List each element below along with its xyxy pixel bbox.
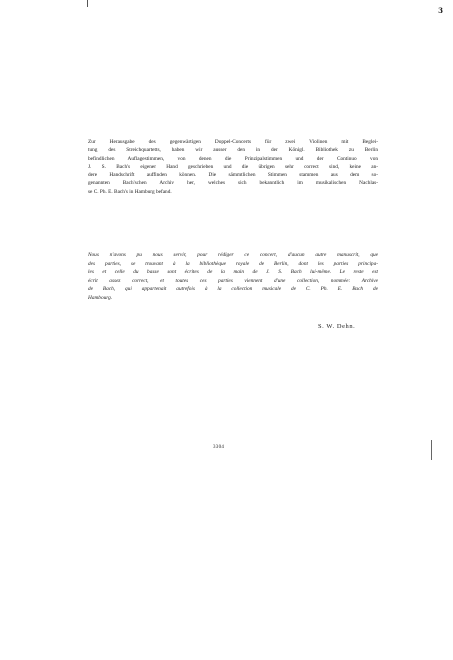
french-preface bbox=[88, 251, 378, 303]
german-preface-line: J. S. Bach's eigener Hand geschrieben und die übrigen sehr correct sind, keine an- bbox=[88, 163, 378, 170]
german-preface-line: genannten Bach'schen Archiv her, welches sich bekanntlich im musikalischen Nachlas- bbox=[88, 180, 378, 187]
french-preface-line: Hambourg. bbox=[88, 294, 113, 301]
french-preface-line: écrit assez correct, et toutes ces parties viennent d'une collection, nommée: Archive bbox=[88, 277, 378, 284]
german-preface-line: dere Handschrift auffinden können. Die sämmtlichen Stimmen stammen aus dem so- bbox=[88, 172, 378, 179]
german-preface bbox=[88, 138, 378, 196]
german-preface-line: tung des Streichquartetts, haben wir ausser den in der Königl. Bibliothek zu Berlin bbox=[88, 147, 378, 154]
corner-mark bbox=[87, 0, 88, 7]
page-number: 3 bbox=[438, 6, 443, 15]
french-preface-line: des parties, se trouvant à la bibliothèque royale de Berlin, dont les parties principa- bbox=[88, 260, 378, 267]
french-preface-line: les et celle du basse sont écrites de la main de J. S. Bach lui-même. Le reste est bbox=[88, 269, 378, 276]
german-preface-line: se C. Ph. E. Bach's in Hamburg befand. bbox=[88, 188, 172, 195]
french-preface-line: de Bach, qui appartenait autrefois à la collection musicale de C. Ph. E. Bach de bbox=[88, 286, 378, 293]
german-preface-line: befindlichen Auflagestimmen, von denen die Prinzipalstimmen und der Continuo von bbox=[88, 155, 378, 162]
french-preface-line: Nous n'avons pu nous servir, pour rédiger ce concert, d'aucun autre manuscrit, que bbox=[88, 252, 378, 258]
side-mark bbox=[431, 440, 432, 460]
plate-number: 3304 bbox=[213, 445, 225, 450]
editor-signature: S. W. Dehn. bbox=[318, 323, 356, 330]
german-preface-line: Zur Herausgabe des gegenwärtigen Doppel-Concerts für zwei Violinen mit Beglei- bbox=[88, 139, 378, 145]
